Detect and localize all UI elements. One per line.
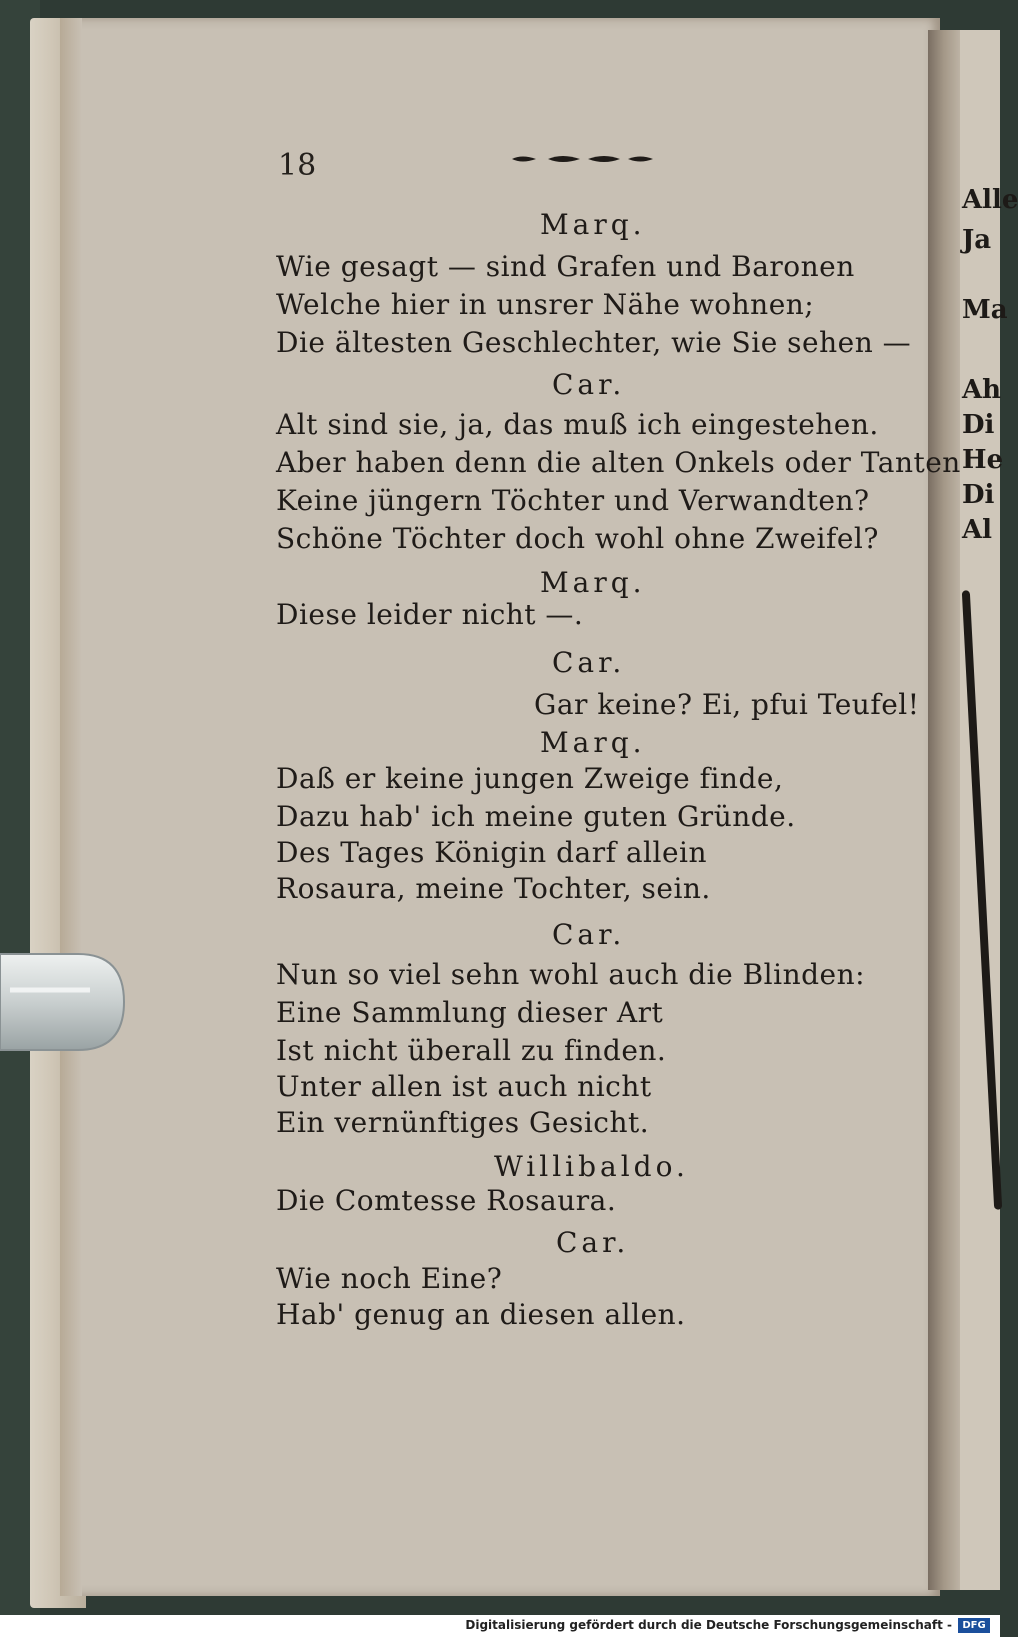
- verse-line: Ist nicht überall zu finden.: [276, 1034, 667, 1067]
- verse-line: Des Tages Königin darf allein: [276, 836, 707, 869]
- speaker-label: Willibaldo.: [494, 1150, 689, 1183]
- page-clip: [0, 950, 128, 1060]
- funding-credit: Digitalisierung gefördert durch die Deutsche Forschungsgemeinschaft -: [465, 1618, 952, 1632]
- header-ornament: [510, 152, 655, 166]
- next-page-word: Di: [962, 480, 995, 510]
- verse-line: Ein vernünftiges Gesicht.: [276, 1106, 650, 1139]
- verse-line: Unter allen ist auch nicht: [276, 1070, 652, 1103]
- verse-line: Eine Sammlung dieser Art: [276, 996, 664, 1029]
- next-page-word: He: [962, 445, 1004, 475]
- dfg-logo: DFG: [958, 1618, 990, 1633]
- verse-line: Aber haben denn die alten Onkels oder Tanten: [276, 446, 961, 479]
- speaker-label: Marq.: [540, 726, 646, 759]
- verse-line: Gar keine? Ei, pfui Teufel!: [534, 688, 920, 721]
- verse-line: Daß er keine jungen Zweige finde,: [276, 762, 784, 795]
- verse-line: Hab' genug an diesen allen.: [276, 1298, 686, 1331]
- next-page-word: Ja: [962, 225, 992, 255]
- speaker-label: Car.: [552, 368, 626, 401]
- verse-line: Die ältesten Geschlechter, wie Sie sehen —: [276, 326, 912, 359]
- verse-line: Wie noch Eine?: [276, 1262, 503, 1295]
- next-page-word: Al: [962, 515, 993, 545]
- speaker-label: Car.: [552, 918, 626, 951]
- footer-bar: [0, 1615, 1000, 1637]
- next-page-word: Ah: [962, 375, 1002, 405]
- verse-line: Schöne Töchter doch wohl ohne Zweifel?: [276, 522, 879, 555]
- speaker-label: Marq.: [540, 566, 646, 599]
- next-page-rule: [962, 590, 1002, 1210]
- verse-line: Nun so viel sehn wohl auch die Blinden:: [276, 958, 866, 991]
- verse-line: Die Comtesse Rosaura.: [276, 1184, 617, 1217]
- verse-line: Diese leider nicht —.: [276, 598, 584, 631]
- next-page-word: Di: [962, 410, 995, 440]
- speaker-label: Marq.: [540, 208, 646, 241]
- speaker-label: Car.: [552, 646, 626, 679]
- verse-line: Rosaura, meine Tochter, sein.: [276, 872, 711, 905]
- verse-line: Keine jüngern Töchter und Verwandten?: [276, 484, 870, 517]
- verse-line: Alt sind sie, ja, das muß ich eingestehen.: [276, 408, 879, 441]
- next-page-word: Alle: [962, 185, 1018, 215]
- speaker-label: Car.: [556, 1226, 630, 1259]
- next-page-fragment: [960, 30, 1018, 1590]
- verse-line: Dazu hab' ich meine guten Gründe.: [276, 800, 796, 833]
- next-page-word: Ma: [962, 295, 1008, 325]
- verse-line: Welche hier in unsrer Nähe wohnen;: [276, 288, 815, 321]
- verse-line: Wie gesagt — sind Grafen und Baronen: [276, 250, 855, 283]
- page-number: 18: [278, 148, 317, 183]
